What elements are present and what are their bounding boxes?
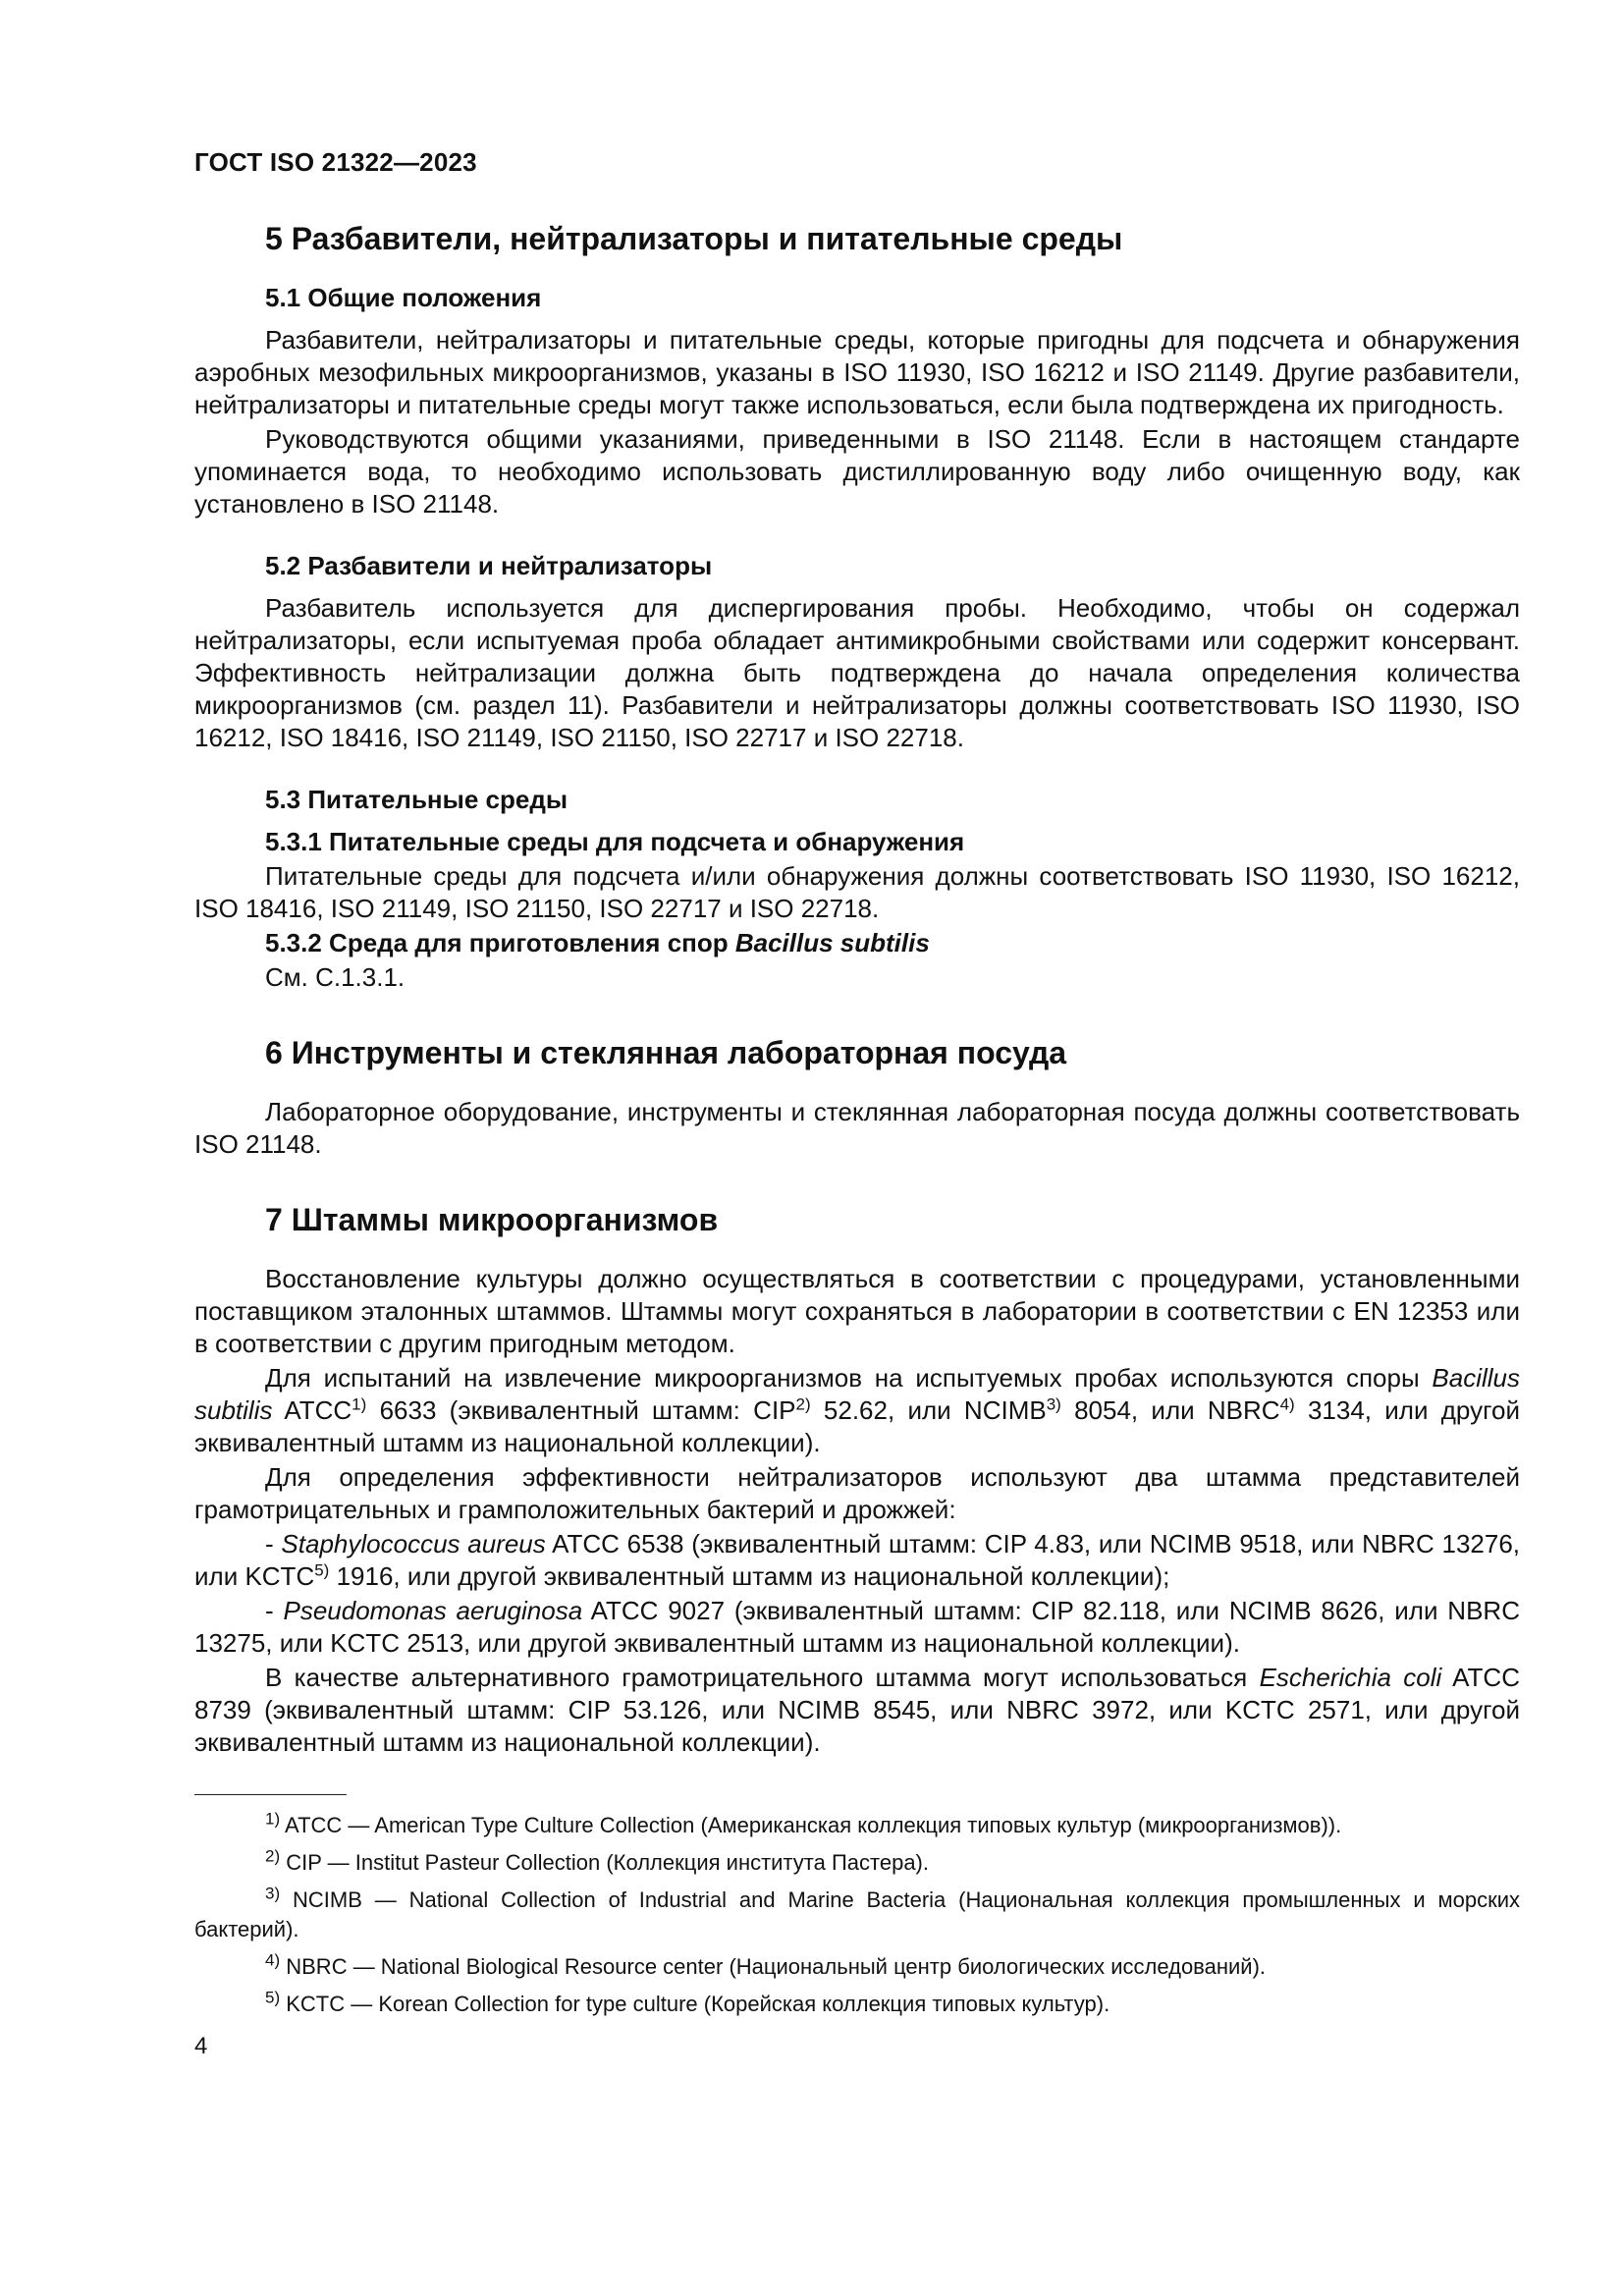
text-run: В качестве альтернативного грамотрицательного штамма могут использоваться	[265, 1663, 1248, 1692]
footnote-marker: 1)	[352, 1394, 367, 1414]
section-7-paragraph-2	[194, 1362, 1520, 1459]
section-5-1-paragraph-1: Разбавители, нейтрализаторы и питательные среды, которые пригодны для подсчета и обнаружения аэробных мезофильных микроорганизмов, указаны в ISO 11930, ISO 16212 и ISO 21149. Другие разбавители, нейтрализаторы и питательные среды могут также использоваться, если была подтверждена их пригодность.	[194, 325, 1520, 419]
text-run: 1916, или другой эквивалентный штамм из национальной коллекции);	[336, 1561, 1170, 1591]
footnote-3	[194, 1886, 1520, 1944]
footnote-text: NBRC — National Biological Resource center (Национальный центр биологических исследований).	[286, 1954, 1267, 1979]
footnote-marker: 2)	[795, 1394, 811, 1414]
text-run: Для испытаний на извлечение микроорганизмов на испытуемых пробах используются споры	[265, 1363, 1420, 1393]
footnote-number: 1)	[265, 1809, 281, 1829]
section-6-title: 6 Инструменты и стеклянная лабораторная посуда	[265, 1035, 1067, 1070]
section-7-list-item-2	[194, 1595, 1520, 1660]
section-5-3-2-title-text: 5.3.2 Среда для приготовления спор	[265, 928, 729, 957]
footnote-number: 5)	[265, 1988, 281, 2007]
section-5-3-1-title: 5.3.1 Питательные среды для подсчета и обнаружения	[265, 827, 965, 856]
footnote-5	[194, 1990, 1520, 2019]
page-number: 4	[194, 2033, 208, 2059]
species-name: Escherichia coli	[1259, 1663, 1442, 1692]
footnote-1	[194, 1811, 1520, 1840]
footnote-marker: 5)	[314, 1560, 330, 1580]
text-run: ATCC 6538 (эквивалентный штамм: CIP 4.83, или NCIMB 9518, или NBRC 13276, или KCTC	[194, 1529, 1521, 1591]
footnote-text: CIP — Institut Pasteur Collection (Коллекция института Пастера).	[286, 1850, 929, 1875]
footnote-text: NCIMB — National Collection of Industrial and Marine Bacteria (Национальная коллекция промышленных и морских бактерий).	[194, 1887, 1520, 1941]
section-5-2-paragraph-1: Разбавитель используется для диспергирования пробы. Необходимо, чтобы он содержал нейтрализаторы, если испытуемая проба обладает антимикробными свойствами или содержит консервант. Эффективность нейтрализации должна быть подтверждена до начала определения количества микроорганизмов (см. раздел 11). Разбавители и нейтрализаторы должны соответствовать ISO 11930, ISO 16212, ISO 18416, ISO 21149, ISO 21150, ISO 22717 и ISO 22718.	[194, 593, 1520, 752]
section-5-3-2-paragraph: См. С.1.3.1.	[265, 962, 406, 992]
text-run: 52.62, или NCIMB	[823, 1395, 1047, 1425]
footnote-4	[194, 1952, 1520, 1982]
document-header: ГОСТ ISO 21322—2023	[194, 147, 477, 177]
section-5-1-paragraph-2: Руководствуются общими указаниями, приведенными в ISO 21148. Если в настоящем стандарте упоминается вода, то необходимо использовать дистиллированную воду либо очищенную воду, как установлено в ISO 21148.	[194, 424, 1520, 519]
section-5-3-title: 5.3 Питательные среды	[265, 785, 568, 814]
species-name: Pseudomonas aeruginosa	[283, 1596, 583, 1625]
section-7-title: 7 Штаммы микроорганизмов	[265, 1202, 719, 1237]
section-5-1-title: 5.1 Общие положения	[265, 283, 542, 312]
section-5-3-2-title	[265, 927, 1520, 959]
section-6-paragraph-1: Лабораторное оборудование, инструменты и стеклянная лабораторная посуда должны соответствовать ISO 21148.	[194, 1097, 1520, 1159]
section-5-3-2-title-species: Bacillus subtilis	[734, 928, 930, 957]
section-7-paragraph-1: Восстановление культуры должно осуществляться в соответствии с процедурами, установленными поставщиком эталонных штаммов. Штаммы могут сохраняться в лаборатории в соответствии с EN 12353 или в соответствии с другим пригодным методом.	[194, 1264, 1520, 1358]
section-7-list-item-1	[194, 1528, 1520, 1593]
footnote-marker: 4)	[1279, 1394, 1295, 1414]
footnote-number: 2)	[265, 1846, 281, 1866]
text-run: 6633 (эквивалентный штамм: CIP	[379, 1395, 796, 1425]
footnote-separator	[194, 1794, 347, 1795]
footnote-text: ATCC — American Type Culture Collection (Американская коллекция типовых культур (микроорганизмов)).	[285, 1813, 1342, 1837]
section-5-title: 5 Разбавители, нейтрализаторы и питательные среды	[265, 221, 1123, 256]
species-name: Staphylococcus aureus	[281, 1529, 546, 1558]
section-7-paragraph-6	[194, 1662, 1520, 1759]
text-run: 3134, или другой эквивалентный штамм из национальной коллекции).	[194, 1395, 1520, 1457]
text-run: 8054, или NBRC	[1074, 1395, 1280, 1425]
footnote-number: 3)	[265, 1884, 281, 1903]
list-dash: -	[265, 1529, 274, 1558]
section-5-3-1-paragraph: Питательные среды для подсчета и/или обнаружения должны соответствовать ISO 11930, ISO 16212, ISO 18416, ISO 21149, ISO 21150, ISO 22717 и ISO 22718.	[194, 861, 1520, 923]
list-dash: -	[265, 1596, 274, 1625]
footnote-2	[194, 1848, 1520, 1878]
text-run: ATCC	[284, 1395, 352, 1425]
section-5-2-title: 5.2 Разбавители и нейтрализаторы	[265, 551, 713, 580]
footnote-marker: 3)	[1046, 1394, 1061, 1414]
text-run: ATCC 9027 (эквивалентный штамм: CIP 82.118, или NCIMB 8626, или NBRC 13275, или KCTC 2513, или другой эквивалентный штамм из национальной коллекции).	[194, 1596, 1520, 1658]
footnote-number: 4)	[265, 1950, 281, 1970]
section-7-paragraph-3: Для определения эффективности нейтрализаторов используют два штамма представителей грамотрицательных и грамположительных бактерий и дрожжей:	[194, 1462, 1520, 1524]
species-name: Bacillus subtilis	[194, 1363, 1520, 1425]
text-run: ATCC 8739 (эквивалентный штамм: CIP 53.126, или NCIMB 8545, или NBRC 3972, или KCTC 2571, или другой эквивалентный штамм из национальной коллекции).	[194, 1663, 1520, 1757]
footnote-text: KCTC — Korean Collection for type culture (Корейская коллекция типовых культур).	[286, 1992, 1110, 2016]
document-page	[194, 147, 1520, 2060]
